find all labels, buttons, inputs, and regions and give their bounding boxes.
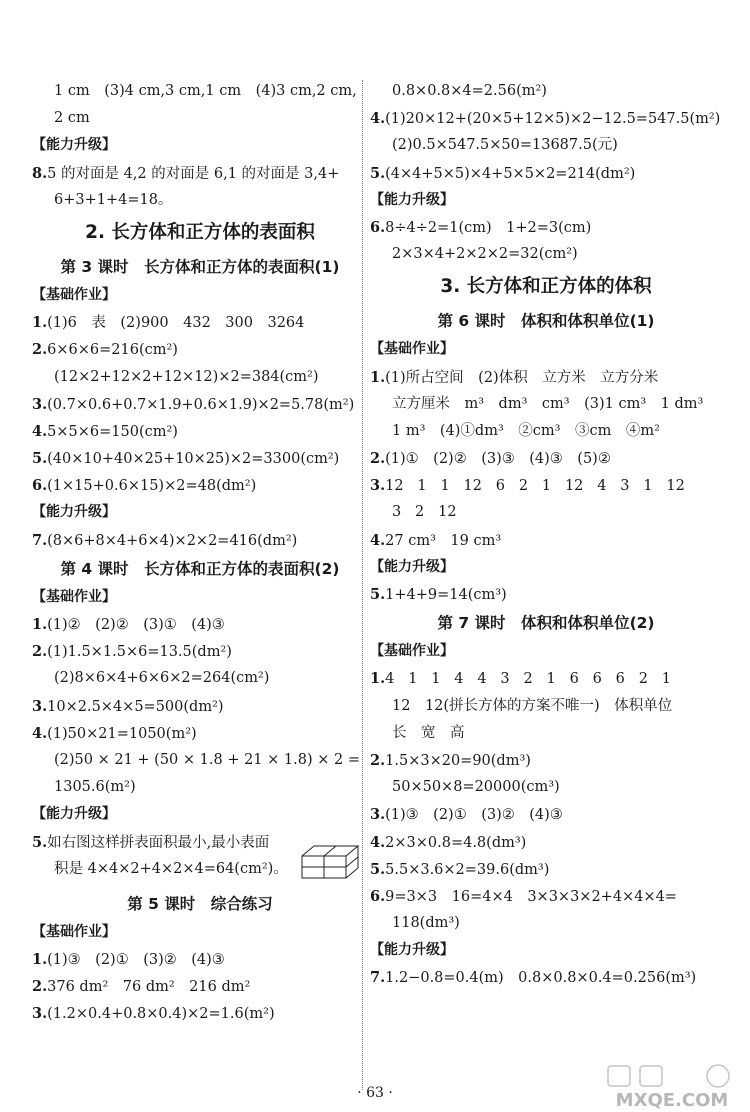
answer-line: [370, 105, 722, 132]
answer-line: 2×3×4+2×2×2=32(cm²): [392, 246, 578, 263]
answer-line: 立方厘米 m³ dm³ cm³ (3)1 cm³ 1 dm³: [392, 395, 704, 412]
answer-line: 6+3+1+4=18。: [54, 191, 173, 208]
item-number: 6.: [370, 218, 386, 236]
answer-text: (1)所占空间 (2)体积 立方米 立方分米: [385, 369, 659, 386]
section-label-basic: 【基础作业】: [370, 341, 454, 358]
answer-line: [32, 472, 368, 499]
answer-line: [32, 946, 368, 973]
lesson-title: 第 6 课时 体积和体积单位(1): [437, 312, 655, 331]
answer-line: [32, 611, 368, 638]
answer-line: [32, 336, 368, 363]
chapter-title: 2. 长方体和正方体的表面积: [85, 221, 315, 243]
answer-line: [370, 883, 722, 910]
answer-line: [32, 693, 368, 720]
item-number: 8.: [32, 164, 48, 182]
answer-text: 27 cm³ 19 cm³: [385, 532, 502, 549]
watermark-text: MXQE.COM: [615, 1090, 729, 1110]
item-number: 5.: [32, 833, 48, 851]
answer-line: [32, 160, 368, 187]
answer-line: (2)50 × 21 + (50 × 1.8 + 21 × 1.8) × 2 =: [54, 751, 360, 768]
item-number: 7.: [370, 969, 386, 987]
item-number: 6.: [32, 477, 48, 495]
answer-line: [32, 638, 368, 665]
answer-line: [370, 964, 722, 991]
answer-line: [32, 527, 368, 554]
answer-line: 2 cm: [54, 110, 90, 127]
answer-text: 5×5×6=150(cm²): [47, 423, 178, 440]
section-label-basic: 【基础作业】: [32, 286, 116, 303]
item-number: 7.: [32, 531, 48, 549]
lesson-title: 第 4 课时 长方体和正方体的表面积(2): [60, 559, 340, 578]
answer-line: [370, 160, 722, 187]
answer-line: 3 2 12: [392, 504, 457, 521]
answer-line: (12×2+12×2+12×12)×2=384(cm²): [54, 368, 319, 385]
lesson-title: 第 3 课时 长方体和正方体的表面积(1): [60, 257, 340, 276]
answer-line: 12 12(拼长方体的方案不唯一) 体积单位: [392, 697, 673, 714]
answer-line: [32, 720, 368, 747]
answer-text: (1)③ (2)① (3)② (4)③: [385, 807, 563, 824]
item-number: 4.: [32, 422, 48, 440]
lesson-title: 第 5 课时 综合练习: [127, 894, 273, 913]
item-number: 1.: [32, 616, 48, 633]
item-number: 5.: [370, 586, 386, 603]
answer-line: 0.8×0.8×4=2.56(m²): [392, 83, 547, 99]
lesson-title: 第 7 课时 体积和体积单位(2): [437, 614, 655, 633]
answer-text: 4 1 1 4 4 3 2 1 6 6 6 2 1: [385, 671, 671, 688]
item-number: 1.: [32, 951, 48, 969]
section-label-ability: 【能力升级】: [370, 191, 454, 208]
right-column: [370, 78, 722, 992]
answer-line: [32, 445, 368, 472]
item-number: 2.: [32, 643, 48, 661]
page-number: · 63 ·: [357, 1085, 393, 1101]
answer-line: [370, 445, 722, 472]
section-label-ability: 【能力升级】: [370, 942, 454, 959]
answer-text: (1)20×12+(20×5+12×5)×2−12.5=547.5(m²): [385, 111, 721, 128]
item-number: 1.: [370, 368, 386, 386]
answer-text: (1)① (2)② (3)③ (4)③ (5)②: [385, 451, 611, 468]
item-number: 2.: [32, 978, 48, 996]
left-column: [32, 78, 368, 1028]
item-number: 5.: [370, 860, 386, 878]
answer-text: (1)50×21=1050(m²): [47, 725, 197, 742]
answer-text: 2×3×0.8=4.8(dm³): [385, 834, 527, 851]
item-number: 3.: [370, 806, 386, 824]
answer-line: 1 cm (3)4 cm,3 cm,1 cm (4)3 cm,2 cm,: [54, 83, 357, 99]
item-number: 2.: [370, 751, 386, 769]
answer-line: 1305.6(m²): [54, 779, 136, 796]
item-number: 3.: [32, 395, 48, 413]
item-number: 6.: [370, 887, 386, 905]
answer-line: [370, 527, 722, 554]
item-number: 4.: [370, 531, 386, 549]
answer-line: [370, 747, 722, 774]
item-number: 2.: [32, 341, 48, 359]
answer-line: [370, 364, 722, 391]
answer-line: [370, 665, 722, 692]
answer-line: [32, 309, 368, 336]
item-number: 4.: [370, 110, 386, 128]
answer-text: 8÷4÷2=1(cm) 1+2=3(cm): [385, 219, 592, 236]
answer-line: (2)8×6×4+6×6×2=264(cm²): [54, 670, 270, 687]
section-label-basic: 【基础作业】: [32, 588, 116, 605]
section-label-basic: 【基础作业】: [370, 643, 454, 660]
answer-text: 1.2−0.8=0.4(m) 0.8×0.8×0.4=0.256(m³): [385, 970, 697, 987]
answer-text: (1×15+0.6×15)×2=48(dm²): [47, 478, 257, 495]
answer-text: (0.7×0.6+0.7×1.9+0.6×1.9)×2=5.78(m²): [47, 396, 355, 413]
item-number: 3.: [32, 697, 48, 715]
watermark-logo: [600, 1062, 745, 1110]
answer-text: (1.2×0.4+0.8×0.4)×2=1.6(m²): [47, 1006, 275, 1023]
answer-line: [370, 581, 722, 608]
item-number: 5.: [370, 164, 386, 182]
answer-line: 118(dm³): [392, 915, 460, 932]
answer-text: 5.5×3.6×2=39.6(dm³): [385, 861, 550, 878]
answer-text: (40×10+40×25+10×25)×2=3300(cm²): [47, 451, 340, 468]
answer-line: [370, 214, 722, 241]
answer-line: 积是 4×4×2+4×2×4=64(cm²)。: [54, 860, 288, 877]
section-label-ability: 【能力升级】: [370, 558, 454, 575]
answer-line: 长 宽 高: [392, 724, 465, 741]
answer-text: (1)6 表 (2)900 432 300 3264: [47, 315, 305, 332]
answer-line: 1 m³ (4)①dm³ ②cm³ ③cm ④m²: [392, 422, 660, 439]
answer-text: 1.5×3×20=90(dm³): [385, 752, 531, 769]
answer-text: (1)③ (2)① (3)② (4)③: [47, 952, 225, 969]
item-number: 1.: [32, 314, 48, 332]
chapter-title: 3. 长方体和正方体的体积: [440, 276, 652, 298]
item-number: 1.: [370, 670, 386, 688]
answer-text: (8×6+8×4+6×4)×2×2=416(dm²): [47, 532, 298, 549]
answer-text: 6×6×6=216(cm²): [47, 342, 178, 359]
answer-line: [370, 801, 722, 828]
section-label-ability: 【能力升级】: [32, 504, 116, 521]
answer-text: (4×4+5×5)×4+5×5×2=214(dm²): [385, 165, 636, 182]
section-label-ability: 【能力升级】: [32, 137, 116, 154]
answer-text: (1)1.5×1.5×6=13.5(dm²): [47, 644, 232, 661]
answer-text: 12 1 1 12 6 2 1 12 4 3 1 12: [385, 478, 685, 495]
item-number: 3.: [32, 1005, 48, 1023]
section-label-basic: 【基础作业】: [32, 923, 116, 940]
answer-text: 如右图这样拼表面积最小,最小表面: [47, 834, 270, 851]
item-number: 5.: [32, 450, 48, 468]
answer-line: [32, 1000, 368, 1027]
cuboid-figure: [300, 840, 360, 882]
item-number: 2.: [370, 450, 386, 468]
answer-text: 376 dm² 76 dm² 216 dm²: [47, 979, 251, 996]
answer-text: 1+4+9=14(cm³): [385, 587, 507, 603]
answer-text: 10×2.5×4×5=500(dm²): [47, 698, 224, 715]
answer-line: [370, 472, 722, 499]
answer-text: 9=3×3 16=4×4 3×3×3×2+4×4×4=: [385, 888, 677, 905]
answer-text: 5 的对面是 4,2 的对面是 6,1 的对面是 3,4+: [47, 165, 340, 182]
item-number: 4.: [370, 833, 386, 851]
answer-line: [370, 856, 722, 883]
item-number: 4.: [32, 724, 48, 742]
answer-text: (1)② (2)② (3)① (4)③: [47, 617, 225, 633]
answer-line: [370, 829, 722, 856]
answer-line: (2)0.5×547.5×50=13687.5(元): [392, 137, 618, 154]
item-number: 3.: [370, 477, 386, 495]
section-label-ability: 【能力升级】: [32, 806, 116, 823]
answer-line: 50×50×8=20000(cm³): [392, 779, 560, 796]
answer-line: [32, 418, 368, 445]
answer-line: [32, 973, 368, 1000]
answer-line: [32, 391, 368, 418]
